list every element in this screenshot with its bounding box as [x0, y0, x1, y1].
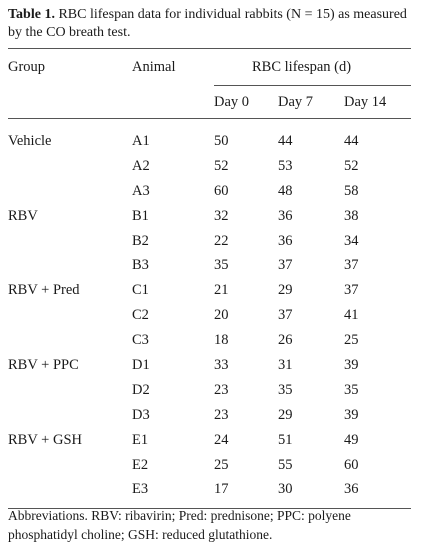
- cell-animal: E2: [132, 456, 149, 473]
- cell-d7: 53: [278, 157, 293, 174]
- table-row: [8, 179, 411, 204]
- cell-d0: 21: [214, 282, 229, 299]
- cell-d14: 58: [344, 182, 359, 199]
- cell-group: [8, 179, 132, 204]
- cell-d7: 29: [278, 406, 293, 423]
- cell-d0: 32: [214, 207, 229, 224]
- cell-d0: 50: [214, 132, 229, 149]
- cell-d7: 36: [278, 232, 293, 249]
- cell-d7: 37: [278, 307, 293, 324]
- cell-d14: 60: [344, 456, 359, 473]
- table-row: [8, 129, 411, 154]
- cell-d7: 37: [278, 257, 293, 274]
- table-row: [8, 428, 411, 453]
- cell-d0: 60: [214, 182, 229, 199]
- cell-d14: 36: [344, 477, 411, 508]
- cell-d14: 52: [344, 157, 359, 174]
- cell-d14: 38: [344, 207, 359, 224]
- table-row: [8, 328, 411, 353]
- cell-animal: D2: [132, 381, 150, 398]
- cell-animal: E1: [132, 431, 149, 448]
- cell-group: [8, 328, 132, 353]
- cell-d0: 52: [214, 157, 229, 174]
- table-row: [8, 378, 411, 403]
- cell-group: [8, 477, 132, 508]
- cell-d7: 30: [278, 477, 344, 508]
- header-animal: Animal: [132, 49, 214, 119]
- table-label: Table 1.: [8, 7, 55, 22]
- table-row: [8, 453, 411, 478]
- cell-d0: 18: [214, 332, 229, 349]
- cell-d14: 35: [344, 381, 359, 398]
- header-group: Group: [8, 49, 132, 119]
- cell-d0: 22: [214, 232, 229, 249]
- cell-d7: 26: [278, 332, 293, 349]
- cell-d7: 48: [278, 182, 293, 199]
- cell-group: [8, 154, 132, 179]
- cell-d7: 31: [278, 356, 293, 373]
- cell-d14: 39: [344, 356, 359, 373]
- cell-group: [8, 378, 132, 403]
- cell-d0: 23: [214, 381, 229, 398]
- cell-group: Vehicle: [8, 132, 52, 149]
- cell-animal: C2: [132, 307, 149, 324]
- table-row: [8, 253, 411, 278]
- table-row: [8, 204, 411, 229]
- cell-d0: 20: [214, 307, 229, 324]
- table-body: [8, 119, 411, 509]
- cell-group: [8, 303, 132, 328]
- cell-animal: C3: [132, 332, 149, 349]
- cell-d0: 23: [214, 406, 229, 423]
- cell-d14: 41: [344, 307, 359, 324]
- cell-animal: A3: [132, 182, 150, 199]
- cell-group: [8, 253, 132, 278]
- header-day-14: Day 14: [344, 86, 411, 119]
- cell-d0: 24: [214, 431, 229, 448]
- cell-animal: D1: [132, 356, 150, 373]
- header-day-7: Day 7: [278, 86, 344, 119]
- table-caption-text: RBC lifespan data for individual rabbits (N = 15) as measured by the CO breath test.: [8, 7, 407, 40]
- table-row: [8, 229, 411, 254]
- cell-group: RBV + GSH: [8, 431, 82, 448]
- header-row-1: [8, 49, 411, 86]
- table-caption: [8, 6, 408, 42]
- table-row: [8, 403, 411, 428]
- cell-d14: 25: [344, 332, 359, 349]
- cell-d14: 34: [344, 232, 359, 249]
- cell-group: [8, 403, 132, 428]
- cell-d14: 37: [344, 257, 359, 274]
- cell-animal: C1: [132, 282, 149, 299]
- cell-animal: B2: [132, 232, 149, 249]
- cell-d7: 51: [278, 431, 293, 448]
- cell-d7: 55: [278, 456, 293, 473]
- cell-d7: 44: [278, 132, 293, 149]
- cell-d14: 49: [344, 431, 359, 448]
- cell-animal: D3: [132, 406, 150, 423]
- cell-d14: 44: [344, 132, 359, 149]
- cell-animal: B3: [132, 257, 149, 274]
- cell-group: RBV + PPC: [8, 356, 79, 373]
- cell-group: [8, 453, 132, 478]
- cell-group: RBV: [8, 207, 38, 224]
- table-row: [8, 278, 411, 303]
- rbc-lifespan-table: [8, 48, 411, 509]
- cell-animal: A2: [132, 157, 150, 174]
- cell-d0: 17: [214, 477, 278, 508]
- cell-d7: 35: [278, 381, 293, 398]
- cell-animal: A1: [132, 132, 150, 149]
- table-footnote: Abbreviations. RBV: ribavirin; Pred: prednisone; PPC: polyene phosphatidyl choline; GSH: reduced glutathione.: [8, 508, 351, 542]
- cell-animal: E3: [132, 477, 214, 508]
- table-row: [8, 303, 411, 328]
- table-row: [8, 154, 411, 179]
- cell-d14: 37: [344, 282, 359, 299]
- cell-d14: 39: [344, 406, 359, 423]
- table-row: [8, 353, 411, 378]
- header-day-0: Day 0: [214, 86, 278, 119]
- header-rbc-lifespan: RBC lifespan (d): [214, 49, 411, 86]
- cell-d0: 35: [214, 257, 229, 274]
- cell-group: [8, 229, 132, 254]
- cell-d0: 25: [214, 456, 229, 473]
- cell-group: RBV + Pred: [8, 282, 80, 299]
- cell-animal: B1: [132, 207, 149, 224]
- table-row: [8, 477, 411, 508]
- cell-d7: 29: [278, 282, 293, 299]
- cell-d0: 33: [214, 356, 229, 373]
- cell-d7: 36: [278, 207, 293, 224]
